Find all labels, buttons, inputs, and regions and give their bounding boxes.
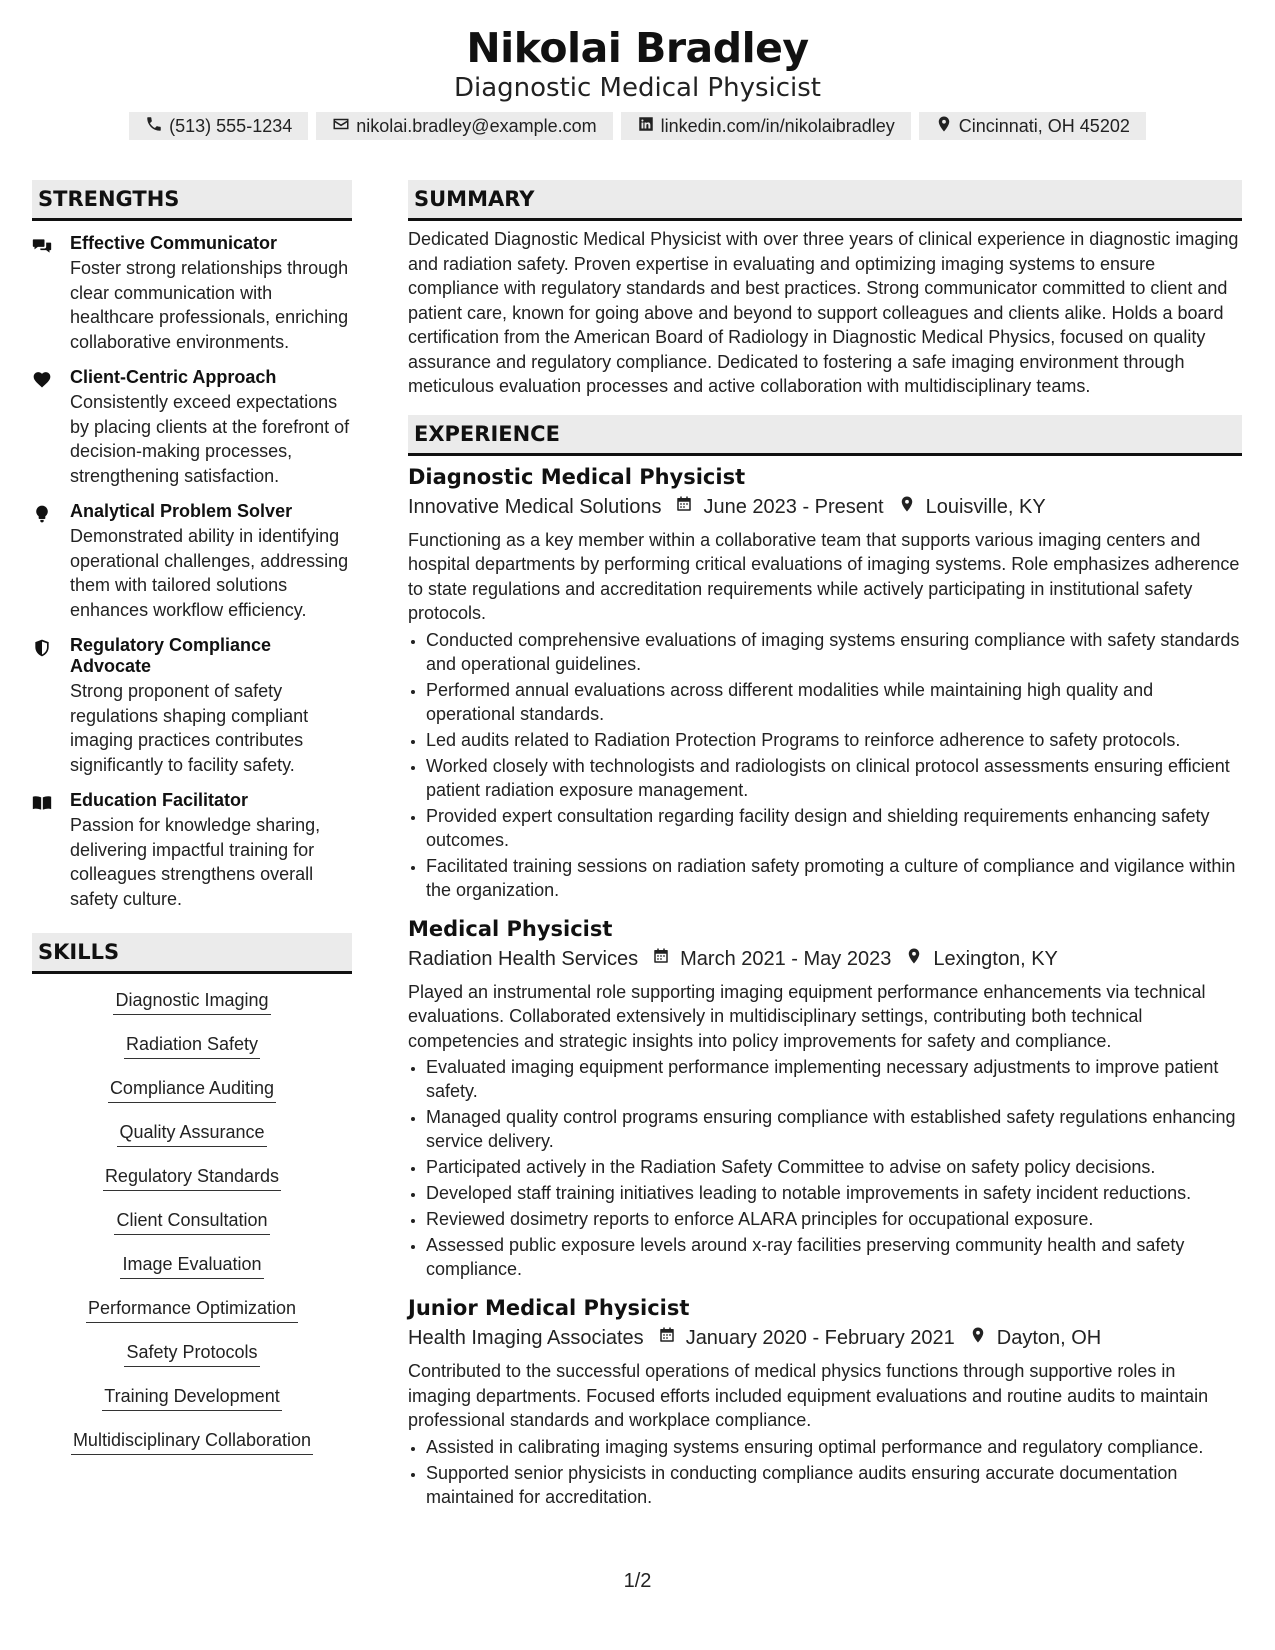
candidate-title: Diagnostic Medical Physicist <box>453 73 822 103</box>
job-title: Diagnostic Medical Physicist <box>408 464 746 489</box>
job-description: Played an instrumental role supporting imaging equipment performance enhancements via technical evaluations. Collaborated extensively in multidisciplinary settings, contributing both technical competencies and strategic insights into policy improvements for safety and compliance. <box>408 981 1206 1051</box>
skill-tag: Compliance Auditing <box>108 1076 276 1103</box>
strength-title: Analytical Problem Solver <box>70 501 293 521</box>
contact-location-text: Cincinnati, OH 45202 <box>958 115 1130 136</box>
job-company: Health Imaging Associates <box>408 1327 644 1349</box>
strength-item <box>32 635 352 777</box>
job-bullet: • Reviewed dosimetry reports to enforce ALARA principles for occupational exposure. <box>426 1207 1242 1231</box>
contact-location <box>919 112 1146 140</box>
lightbulb-icon <box>32 501 70 622</box>
location-pin-icon <box>935 115 953 138</box>
job-bullet: • Worked closely with technologists and radiologists on clinical protocol assessments ensuring efficient patient radiation exposure management. <box>426 754 1242 802</box>
job-entry <box>408 1293 1242 1509</box>
skill-tag: Performance Optimization <box>86 1296 298 1323</box>
strength-title: Client-Centric Approach <box>70 367 277 387</box>
skill-tag: Diagnostic Imaging <box>113 988 270 1015</box>
strength-description: Foster strong relationships through clear communication with healthcare professionals, enriching collaborative environments. <box>70 258 349 352</box>
right-column <box>408 180 1242 1511</box>
job-company: Innovative Medical Solutions <box>408 495 662 518</box>
job-bullet: • Evaluated imaging equipment performance implementing necessary adjustments to improve patient safety. <box>426 1055 1242 1103</box>
skills-section <box>32 933 352 1472</box>
strength-item <box>32 790 352 911</box>
job-meta <box>408 944 1242 974</box>
skills-list <box>32 988 352 1472</box>
strength-title: Education Facilitator <box>70 790 249 810</box>
strength-item <box>32 233 352 354</box>
job-meta <box>408 492 1242 522</box>
job-location: Dayton, OH <box>996 1327 1102 1349</box>
job-location: Louisville, KY <box>925 495 1046 518</box>
experience-section <box>408 415 1242 1509</box>
strength-description: Passion for knowledge sharing, delivering impactful training for colleagues strengthens overall safety culture. <box>70 815 321 909</box>
job-entry <box>408 914 1242 1282</box>
job-company: Radiation Health Services <box>408 947 639 970</box>
location-pin-icon <box>884 492 926 522</box>
left-column <box>32 180 352 1472</box>
strength-item <box>32 501 352 622</box>
candidate-name: Nikolai Bradley <box>466 24 809 72</box>
skill-tag: Radiation Safety <box>124 1032 260 1059</box>
job-bullet: • Assessed public exposure levels around x-ray facilities preserving community health and safety compliance. <box>426 1233 1242 1281</box>
strength-description: Strong proponent of safety regulations shaping compliant imaging practices contributes significantly to facility safety. <box>70 681 309 775</box>
calendar-icon <box>661 492 703 522</box>
strength-description: Consistently exceed expectations by placing clients at the forefront of decision-making processes, strengthening satisfaction. <box>70 392 350 486</box>
phone-icon <box>145 115 163 138</box>
job-bullet: • Performed annual evaluations across different modalities while maintaining high quality and operational standards. <box>426 678 1242 726</box>
job-title: Medical Physicist <box>408 916 613 941</box>
summary-heading: SUMMARY <box>408 180 1242 221</box>
contact-email[interactable] <box>316 112 612 140</box>
comments-icon <box>32 233 70 354</box>
strength-title: Regulatory Compliance Advocate <box>70 635 272 676</box>
job-bullet: • Assisted in calibrating imaging systems ensuring optimal performance and regulatory compliance. <box>426 1435 1242 1459</box>
job-bullet: • Developed staff training initiatives leading to notable improvements in safety incident reductions. <box>426 1181 1242 1205</box>
shield-icon <box>32 635 70 777</box>
location-pin-icon <box>891 944 933 974</box>
job-meta <box>408 1323 1242 1353</box>
job-bullet: • Provided expert consultation regarding facility design and shielding requirements enhancing safety outcomes. <box>426 804 1242 852</box>
job-bullet: • Supported senior physicists in conducting compliance audits ensuring accurate documentation maintained for accreditation. <box>426 1461 1242 1509</box>
skill-tag: Quality Assurance <box>117 1120 266 1147</box>
skill-tag: Image Evaluation <box>120 1252 263 1279</box>
calendar-icon <box>644 1323 686 1353</box>
contact-bar <box>0 112 1275 140</box>
job-location: Lexington, KY <box>933 947 1058 970</box>
job-description: Functioning as a key member within a collaborative team that supports various imaging centers and hospital departments by performing critical evaluations of imaging systems. Role emphasizes adherence to state regulations and accreditation requirements while actively participating in institutional safety protocols. <box>408 529 1240 623</box>
job-entry <box>408 462 1242 902</box>
contact-linkedin[interactable] <box>621 112 911 140</box>
job-bullets <box>408 1055 1242 1281</box>
book-icon <box>32 790 70 911</box>
linkedin-icon <box>637 115 655 138</box>
location-pin-icon <box>955 1323 997 1353</box>
resume-header <box>0 22 1275 140</box>
calendar-icon <box>638 944 680 974</box>
skills-heading: SKILLS <box>32 933 352 974</box>
skill-tag: Safety Protocols <box>124 1340 259 1367</box>
skill-tag: Regulatory Standards <box>103 1164 281 1191</box>
contact-phone <box>129 112 308 140</box>
strength-description: Demonstrated ability in identifying operational challenges, addressing them with tailored solutions enhances workflow efficiency. <box>70 526 349 620</box>
contact-linkedin-text: linkedin.com/in/nikolaibradley <box>660 115 895 136</box>
job-dates: January 2020 - February 2021 <box>685 1327 955 1349</box>
strengths-heading: STRENGTHS <box>32 180 352 221</box>
envelope-icon <box>332 115 350 138</box>
contact-email-text: nikolai.bradley@example.com <box>356 115 597 136</box>
job-bullets <box>408 628 1242 902</box>
job-bullet: • Facilitated training sessions on radiation safety promoting a culture of compliance and vigilance within the organization. <box>426 854 1242 902</box>
job-bullet: • Participated actively in the Radiation Safety Committee to advise on safety policy decisions. <box>426 1155 1242 1179</box>
job-bullets <box>408 1435 1242 1509</box>
job-description: Contributed to the successful operations of medical physics functions through supportive roles in imaging departments. Focused efforts included equipment evaluations and routine audits to maintain professional standards and workplace compliance. <box>408 1361 1209 1430</box>
job-dates: March 2021 - May 2023 <box>680 947 892 970</box>
heart-icon <box>32 367 70 488</box>
job-bullet: • Led audits related to Radiation Protection Programs to reinforce adherence to safety protocols. <box>426 728 1242 752</box>
job-bullet: • Conducted comprehensive evaluations of imaging systems ensuring compliance with safety standards and operational guidelines. <box>426 628 1242 676</box>
strength-title: Effective Communicator <box>70 233 278 253</box>
page-number: 1/2 <box>623 1570 652 1592</box>
strengths-list <box>32 233 352 911</box>
summary-text: Dedicated Diagnostic Medical Physicist with over three years of clinical experience in diagnostic imaging and radiation safety. Proven expertise in evaluating and optimizing imaging systems to ensure compliance with regulatory standards and best practices. Strong communicator committed to client and patient care, known for going above and beyond to support colleagues and clients alike. Holds a board certification from the American Board of Radiology in Diagnostic Medical Physics, focused on quality assurance and regulatory compliance. Dedicated to fostering a safe imaging environment through meticulous evaluation processes and active collaboration with multidisciplinary teams. <box>408 229 1239 396</box>
job-title: Junior Medical Physicist <box>408 1296 690 1320</box>
skill-tag: Multidisciplinary Collaboration <box>71 1428 313 1455</box>
contact-phone-text: (513) 555-1234 <box>169 115 293 136</box>
strength-item <box>32 367 352 488</box>
job-bullet: • Managed quality control programs ensuring compliance with established safety regulations enhancing service delivery. <box>426 1105 1242 1153</box>
experience-heading: EXPERIENCE <box>408 415 1242 456</box>
job-dates: June 2023 - Present <box>703 495 884 518</box>
skill-tag: Client Consultation <box>114 1208 269 1235</box>
skill-tag: Training Development <box>102 1384 281 1411</box>
